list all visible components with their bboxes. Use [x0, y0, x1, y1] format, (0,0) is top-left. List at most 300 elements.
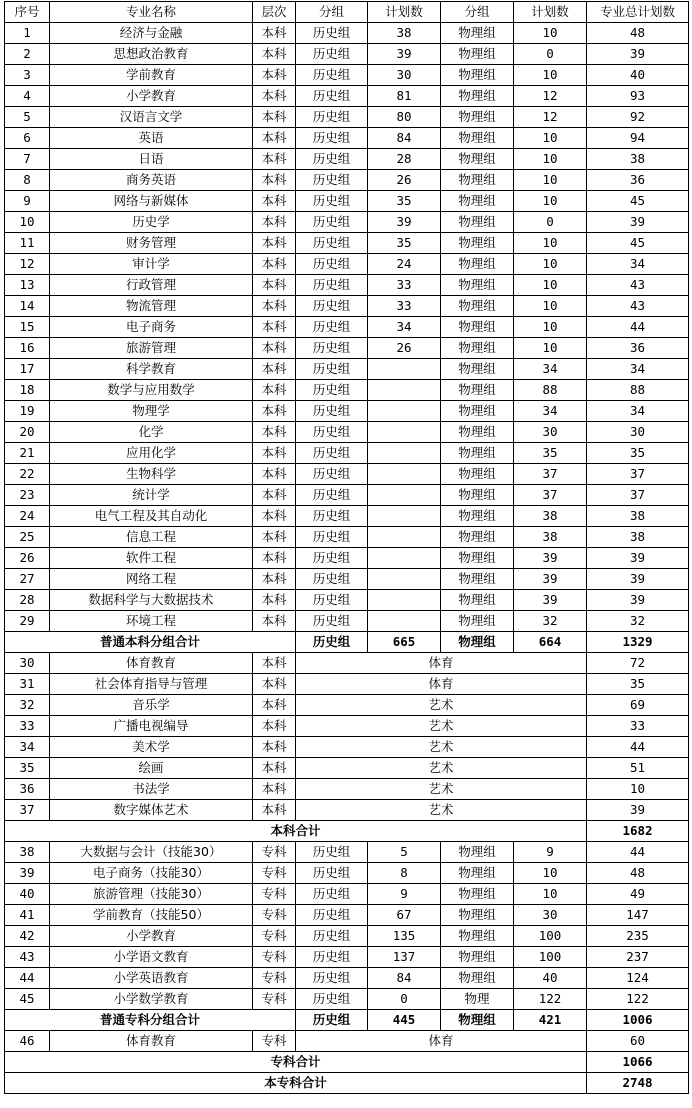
- table-cell: 软件工程: [50, 548, 253, 569]
- table-cell: 38: [514, 506, 587, 527]
- table-cell: 34: [587, 359, 689, 380]
- table-row: [5, 233, 689, 254]
- table-cell: 物理组: [441, 968, 514, 989]
- table-cell: 本科: [253, 737, 296, 758]
- table-row: [5, 947, 689, 968]
- table-cell: 历史组: [296, 422, 368, 443]
- grand-total-row: [5, 1073, 689, 1094]
- table-cell: 39: [368, 44, 441, 65]
- table-cell: 本科: [253, 443, 296, 464]
- group-total-cell: 历史组: [296, 632, 368, 653]
- table-cell: 物理组: [441, 506, 514, 527]
- table-cell: 物理组: [441, 317, 514, 338]
- table-cell: 9: [514, 842, 587, 863]
- table-cell: 物理组: [441, 569, 514, 590]
- table-cell: 32: [5, 695, 50, 716]
- table-cell: 物理组: [441, 338, 514, 359]
- table-cell: 13: [5, 275, 50, 296]
- table-cell: 历史组: [296, 527, 368, 548]
- table-cell: 7: [5, 149, 50, 170]
- table-cell: 物理组: [441, 863, 514, 884]
- table-cell: 17: [5, 359, 50, 380]
- table-cell: 体育: [296, 674, 587, 695]
- table-cell: 10: [514, 23, 587, 44]
- group-total-cell: 1329: [587, 632, 689, 653]
- enrollment-plan-table: [4, 1, 689, 1094]
- table-cell: 本科: [253, 170, 296, 191]
- table-cell: 本科: [253, 296, 296, 317]
- table-cell: 20: [5, 422, 50, 443]
- table-cell: 本科: [253, 107, 296, 128]
- table-cell: 历史组: [296, 44, 368, 65]
- table-cell: 12: [514, 107, 587, 128]
- table-cell: 122: [587, 989, 689, 1010]
- group-total-cell: 物理组: [441, 632, 514, 653]
- table-cell: 81: [368, 86, 441, 107]
- table-cell: [368, 401, 441, 422]
- table-cell: 10: [514, 191, 587, 212]
- table-cell: 学前教育: [50, 65, 253, 86]
- group-total-row: [5, 632, 689, 653]
- table-cell: 12: [514, 86, 587, 107]
- table-cell: 39: [587, 800, 689, 821]
- table-cell: 94: [587, 128, 689, 149]
- table-cell: [368, 590, 441, 611]
- table-cell: 37: [514, 464, 587, 485]
- table-cell: 历史组: [296, 884, 368, 905]
- table-cell: 35: [5, 758, 50, 779]
- table-cell: 历史组: [296, 548, 368, 569]
- table-cell: 100: [514, 947, 587, 968]
- table-cell: 43: [5, 947, 50, 968]
- table-cell: 物理组: [441, 107, 514, 128]
- table-row: [5, 674, 689, 695]
- table-cell: 历史组: [296, 212, 368, 233]
- table-cell: 9: [368, 884, 441, 905]
- table-cell: 物理组: [441, 422, 514, 443]
- table-cell: 39: [587, 548, 689, 569]
- table-cell: 39: [587, 212, 689, 233]
- table-row: [5, 44, 689, 65]
- table-cell: 10: [514, 275, 587, 296]
- table-cell: 物理组: [441, 23, 514, 44]
- table-cell: 39: [368, 212, 441, 233]
- table-cell: 本科: [253, 485, 296, 506]
- table-cell: 信息工程: [50, 527, 253, 548]
- table-cell: 本科: [253, 653, 296, 674]
- table-cell: 商务英语: [50, 170, 253, 191]
- table-row: [5, 905, 689, 926]
- header-cell: 分组: [441, 2, 514, 23]
- group-total-cell: 1006: [587, 1010, 689, 1031]
- table-cell: 32: [587, 611, 689, 632]
- table-cell: 网络与新媒体: [50, 191, 253, 212]
- table-cell: 历史学: [50, 212, 253, 233]
- table-row: [5, 569, 689, 590]
- group-total-cell: 421: [514, 1010, 587, 1031]
- header-cell: 计划数: [514, 2, 587, 23]
- table-cell: 电子商务: [50, 317, 253, 338]
- table-cell: 124: [587, 968, 689, 989]
- table-cell: 物理组: [441, 884, 514, 905]
- table-cell: 本科: [253, 527, 296, 548]
- table-cell: 35: [587, 443, 689, 464]
- table-cell: 34: [368, 317, 441, 338]
- table-cell: 物理组: [441, 947, 514, 968]
- table-row: [5, 443, 689, 464]
- table-cell: 19: [5, 401, 50, 422]
- table-cell: 历史组: [296, 233, 368, 254]
- table-cell: 生物科学: [50, 464, 253, 485]
- table-cell: 历史组: [296, 842, 368, 863]
- table-row: [5, 65, 689, 86]
- table-cell: 体育: [296, 1031, 587, 1052]
- table-cell: 34: [514, 401, 587, 422]
- table-cell: 11: [5, 233, 50, 254]
- table-cell: 物理组: [441, 905, 514, 926]
- table-cell: 147: [587, 905, 689, 926]
- table-cell: 37: [587, 464, 689, 485]
- table-cell: 44: [587, 737, 689, 758]
- table-row: [5, 716, 689, 737]
- table-cell: 30: [514, 905, 587, 926]
- grand-total-row-label: 本专科合计: [5, 1073, 587, 1094]
- table-cell: 电气工程及其自动化: [50, 506, 253, 527]
- table-cell: 本科: [253, 548, 296, 569]
- table-cell: 本科: [253, 611, 296, 632]
- table-cell: 专科: [253, 968, 296, 989]
- header-cell: 专业名称: [50, 2, 253, 23]
- table-cell: 物理组: [441, 527, 514, 548]
- table-cell: 历史组: [296, 569, 368, 590]
- table-cell: 物理组: [441, 44, 514, 65]
- table-cell: 33: [587, 716, 689, 737]
- table-cell: 体育: [296, 653, 587, 674]
- table-cell: 39: [5, 863, 50, 884]
- table-cell: 本科: [253, 359, 296, 380]
- group-total-row: [5, 1010, 689, 1031]
- table-cell: 69: [587, 695, 689, 716]
- group-total-label: 普通本科分组合计: [5, 632, 296, 653]
- table-row: [5, 212, 689, 233]
- table-cell: 物理组: [441, 191, 514, 212]
- table-cell: 专科: [253, 905, 296, 926]
- grand-total-row-value: 2748: [587, 1073, 689, 1094]
- table-cell: [368, 359, 441, 380]
- table-cell: 物理组: [441, 842, 514, 863]
- table-cell: 237: [587, 947, 689, 968]
- junior-total-row: [5, 1052, 689, 1073]
- table-cell: 历史组: [296, 338, 368, 359]
- table-cell: 12: [5, 254, 50, 275]
- table-cell: 物理组: [441, 401, 514, 422]
- table-row: [5, 884, 689, 905]
- table-cell: 本科: [253, 800, 296, 821]
- table-cell: 40: [514, 968, 587, 989]
- table-cell: 本科: [253, 149, 296, 170]
- table-cell: 汉语言文学: [50, 107, 253, 128]
- table-cell: 24: [5, 506, 50, 527]
- table-cell: 学前教育（技能50）: [50, 905, 253, 926]
- table-cell: 45: [5, 989, 50, 1010]
- table-cell: 10: [514, 317, 587, 338]
- table-cell: 25: [5, 527, 50, 548]
- header-cell: 层次: [253, 2, 296, 23]
- table-cell: 40: [587, 65, 689, 86]
- table-row: [5, 779, 689, 800]
- table-row: [5, 842, 689, 863]
- table-cell: 大数据与会计（技能30）: [50, 842, 253, 863]
- group-total-cell: 665: [368, 632, 441, 653]
- table-cell: 环境工程: [50, 611, 253, 632]
- table-row: [5, 380, 689, 401]
- table-cell: 38: [587, 506, 689, 527]
- table-cell: 历史组: [296, 317, 368, 338]
- table-cell: 音乐学: [50, 695, 253, 716]
- table-cell: 历史组: [296, 968, 368, 989]
- table-cell: [368, 611, 441, 632]
- table-cell: [368, 422, 441, 443]
- table-cell: 92: [587, 107, 689, 128]
- table-cell: 10: [514, 128, 587, 149]
- table-cell: 37: [514, 485, 587, 506]
- table-cell: 26: [368, 170, 441, 191]
- table-cell: 38: [587, 149, 689, 170]
- table-cell: 物理组: [441, 443, 514, 464]
- table-cell: 物理组: [441, 233, 514, 254]
- table-cell: 物理组: [441, 170, 514, 191]
- table-cell: 本科: [253, 44, 296, 65]
- table-cell: [368, 485, 441, 506]
- table-cell: 2: [5, 44, 50, 65]
- table-cell: 4: [5, 86, 50, 107]
- table-cell: 39: [514, 569, 587, 590]
- table-cell: 历史组: [296, 170, 368, 191]
- table-cell: 历史组: [296, 947, 368, 968]
- table-row: [5, 653, 689, 674]
- table-cell: 27: [5, 569, 50, 590]
- table-row: [5, 275, 689, 296]
- table-cell: 历史组: [296, 359, 368, 380]
- table-cell: 历史组: [296, 485, 368, 506]
- table-cell: 43: [587, 296, 689, 317]
- table-row: [5, 590, 689, 611]
- table-cell: 44: [587, 317, 689, 338]
- table-row: [5, 338, 689, 359]
- table-row: [5, 800, 689, 821]
- table-cell: 体育教育: [50, 1031, 253, 1052]
- table-cell: 30: [587, 422, 689, 443]
- table-cell: 42: [5, 926, 50, 947]
- table-cell: 39: [514, 548, 587, 569]
- table-cell: 历史组: [296, 464, 368, 485]
- table-row: [5, 506, 689, 527]
- table-cell: 历史组: [296, 506, 368, 527]
- table-cell: 30: [514, 422, 587, 443]
- table-cell: 39: [587, 569, 689, 590]
- undergrad-total-row-value: 1682: [587, 821, 689, 842]
- table-cell: 物理组: [441, 590, 514, 611]
- table-cell: 艺术: [296, 800, 587, 821]
- table-cell: 44: [5, 968, 50, 989]
- table-cell: 艺术: [296, 779, 587, 800]
- table-cell: 23: [5, 485, 50, 506]
- table-cell: [368, 443, 441, 464]
- table-cell: 60: [587, 1031, 689, 1052]
- table-cell: 物理组: [441, 149, 514, 170]
- table-row: [5, 359, 689, 380]
- table-cell: 历史组: [296, 590, 368, 611]
- table-cell: 34: [514, 359, 587, 380]
- table-cell: [368, 569, 441, 590]
- table-cell: 135: [368, 926, 441, 947]
- table-cell: 137: [368, 947, 441, 968]
- table-cell: 物理组: [441, 464, 514, 485]
- table-cell: 本科: [253, 569, 296, 590]
- header-cell: 专业总计划数: [587, 2, 689, 23]
- group-total-label: 普通专科分组合计: [5, 1010, 296, 1031]
- table-cell: 本科: [253, 758, 296, 779]
- table-cell: 35: [368, 191, 441, 212]
- table-row: [5, 149, 689, 170]
- table-cell: 本科: [253, 716, 296, 737]
- table-cell: 物理: [441, 989, 514, 1010]
- table-cell: 122: [514, 989, 587, 1010]
- table-cell: 10: [514, 149, 587, 170]
- table-cell: 物理组: [441, 86, 514, 107]
- table-cell: 0: [368, 989, 441, 1010]
- table-cell: 88: [587, 380, 689, 401]
- table-cell: 数学与应用数学: [50, 380, 253, 401]
- table-row: [5, 317, 689, 338]
- table-cell: 本科: [253, 233, 296, 254]
- table-cell: 100: [514, 926, 587, 947]
- table-cell: 物理组: [441, 926, 514, 947]
- table-cell: 专科: [253, 842, 296, 863]
- table-cell: 物理组: [441, 296, 514, 317]
- table-cell: 33: [368, 296, 441, 317]
- group-total-cell: 历史组: [296, 1010, 368, 1031]
- table-row: [5, 23, 689, 44]
- table-cell: 46: [5, 1031, 50, 1052]
- table-cell: 专科: [253, 947, 296, 968]
- table-cell: 物理组: [441, 212, 514, 233]
- table-cell: 67: [368, 905, 441, 926]
- table-cell: 29: [5, 611, 50, 632]
- table-row: [5, 464, 689, 485]
- table-cell: [368, 506, 441, 527]
- table-cell: 物理组: [441, 611, 514, 632]
- table-cell: 21: [5, 443, 50, 464]
- table-cell: 日语: [50, 149, 253, 170]
- table-cell: 10: [514, 170, 587, 191]
- table-cell: 10: [514, 65, 587, 86]
- table-cell: 38: [514, 527, 587, 548]
- table-cell: 本科: [253, 590, 296, 611]
- table-cell: 英语: [50, 128, 253, 149]
- table-row: [5, 128, 689, 149]
- junior-total-row-value: 1066: [587, 1052, 689, 1073]
- table-cell: 本科: [253, 338, 296, 359]
- table-cell: 旅游管理: [50, 338, 253, 359]
- table-cell: 本科: [253, 779, 296, 800]
- table-cell: 38: [368, 23, 441, 44]
- table-cell: 36: [587, 338, 689, 359]
- table-cell: 本科: [253, 401, 296, 422]
- table-cell: 历史组: [296, 128, 368, 149]
- table-cell: 26: [368, 338, 441, 359]
- table-cell: 18: [5, 380, 50, 401]
- table-cell: 历史组: [296, 401, 368, 422]
- table-cell: 小学数学教育: [50, 989, 253, 1010]
- table-cell: 专科: [253, 884, 296, 905]
- table-cell: 5: [368, 842, 441, 863]
- table-cell: 物理组: [441, 485, 514, 506]
- table-cell: 41: [5, 905, 50, 926]
- table-cell: 43: [587, 275, 689, 296]
- table-cell: 历史组: [296, 65, 368, 86]
- table-cell: 88: [514, 380, 587, 401]
- table-cell: 历史组: [296, 86, 368, 107]
- table-cell: 10: [514, 884, 587, 905]
- table-row: [5, 1031, 689, 1052]
- table-cell: 30: [368, 65, 441, 86]
- table-cell: 化学: [50, 422, 253, 443]
- table-cell: 35: [368, 233, 441, 254]
- table-row: [5, 548, 689, 569]
- table-cell: 6: [5, 128, 50, 149]
- table-cell: 物理组: [441, 548, 514, 569]
- table-cell: 本科: [253, 317, 296, 338]
- table-cell: 本科: [253, 212, 296, 233]
- table-cell: 16: [5, 338, 50, 359]
- table-row: [5, 989, 689, 1010]
- table-row: [5, 485, 689, 506]
- table-cell: 84: [368, 968, 441, 989]
- table-cell: 绘画: [50, 758, 253, 779]
- table-cell: 35: [587, 674, 689, 695]
- table-cell: 84: [368, 128, 441, 149]
- table-cell: 物理组: [441, 254, 514, 275]
- table-cell: 8: [368, 863, 441, 884]
- table-cell: 专科: [253, 926, 296, 947]
- table-cell: 45: [587, 233, 689, 254]
- table-cell: 专科: [253, 989, 296, 1010]
- table-cell: 物理组: [441, 275, 514, 296]
- group-total-cell: 物理组: [441, 1010, 514, 1031]
- table-cell: 历史组: [296, 926, 368, 947]
- table-cell: 专科: [253, 1031, 296, 1052]
- table-cell: 网络工程: [50, 569, 253, 590]
- table-row: [5, 758, 689, 779]
- table-cell: 34: [5, 737, 50, 758]
- table-cell: 32: [514, 611, 587, 632]
- table-cell: 社会体育指导与管理: [50, 674, 253, 695]
- table-row: [5, 611, 689, 632]
- header-cell: 分组: [296, 2, 368, 23]
- table-row: [5, 170, 689, 191]
- table-row: [5, 737, 689, 758]
- table-cell: 思想政治教育: [50, 44, 253, 65]
- table-cell: 80: [368, 107, 441, 128]
- table-row: [5, 527, 689, 548]
- table-cell: 历史组: [296, 107, 368, 128]
- table-cell: 科学教育: [50, 359, 253, 380]
- group-total-cell: 445: [368, 1010, 441, 1031]
- table-cell: 39: [587, 590, 689, 611]
- table-cell: 历史组: [296, 23, 368, 44]
- table-cell: 历史组: [296, 296, 368, 317]
